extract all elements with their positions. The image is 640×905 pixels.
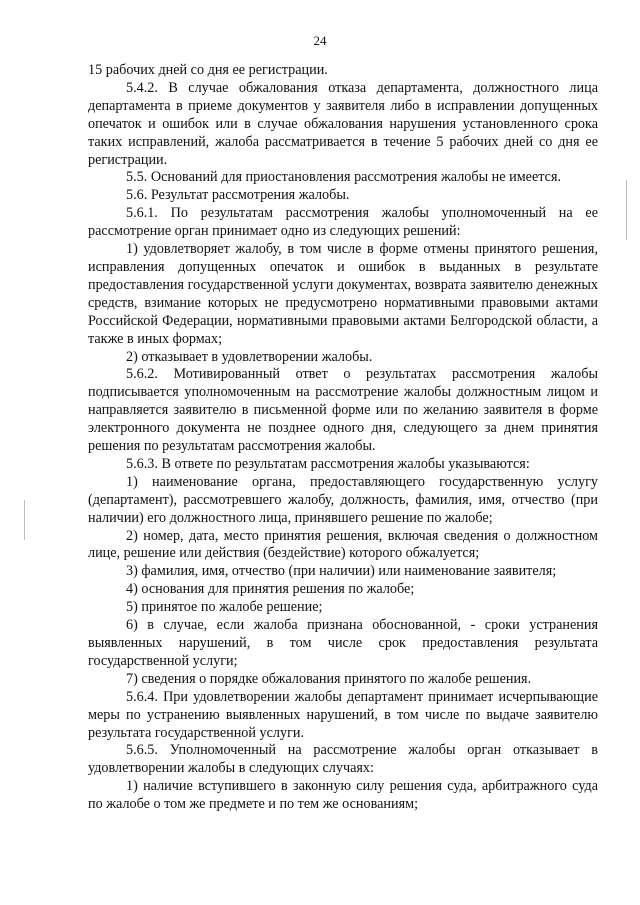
scan-artifact (24, 500, 25, 540)
paragraph: 1) удовлетворяет жалобу, в том числе в форме отмены принятого решения, исправления допущенных опечаток и ошибок в выданных в результате предоставления государственной услуги документах, возврата заявителю денежных средств, взимание которых не предусмотрено нормативными правовыми актами Российской Федерации, нормативными правовыми актами Белгородской области, а также в иных формах; (88, 241, 598, 347)
paragraph: 2) отказывает в удовлетворении жалобы. (126, 348, 373, 365)
paragraph: 5.6.2. Мотивированный ответ о результатах рассмотрения жалобы подписывается уполномоченным на рассмотрение жалобы должностным лицом и направляется заявителю в письменной форме или по желанию заявителя в форме электронного документа не позднее одного дня, следующего за днем принятия решения по результатам рассмотрения жалобы. (88, 366, 598, 455)
paragraph: 3) фамилия, имя, отчество (при наличии) или наименование заявителя; (126, 563, 557, 580)
paragraph: 5.5. Оснований для приостановления рассмотрения жалобы не имеется. (126, 169, 562, 186)
paragraph: 5.6.1. По результатам рассмотрения жалобы уполномоченный на ее рассмотрение орган принимает одно из следующих решений: (88, 205, 598, 240)
paragraph: 7) сведения о порядке обжалования принятого по жалобе решения. (126, 670, 532, 687)
paragraph: 5.4.2. В случае обжалования отказа департамента, должностного лица департамента в приеме документов у заявителя либо в исправлении допущенных опечаток и ошибок или в случае обжалования нарушения установленного срока таких исправлений, жалоба рассматривается в течение 5 рабочих дней со дня ее регистрации. (88, 79, 598, 168)
paragraph: 15 рабочих дней со дня ее регистрации. (88, 62, 328, 78)
paragraph: 2) номер, дата, место принятия решения, включая сведения о должностном лице, решение или действия (бездействие) которого обжалуется; (88, 527, 598, 562)
paragraph: 1) наличие вступившего в законную силу решения суда, арбитражного суда по жалобе о том же предмете и по тем же основаниям; (88, 778, 598, 813)
paragraph: 5) принятое по жалобе решение; (126, 599, 323, 616)
paragraph: 1) наименование органа, предоставляющего государственную услугу (департамент), рассмотревшего жалобу, должность, фамилия, имя, отчество (при наличии) его должностного лица, принявшего решение по жалобе; (88, 473, 598, 526)
paragraph: 6) в случае, если жалоба признана обоснованной, - сроки устранения выявленных нарушений, в том числе срок предоставления результата государственной услуги; (88, 617, 598, 669)
document-body (88, 62, 598, 814)
paragraph: 4) основания для принятия решения по жалобе; (126, 581, 415, 598)
paragraph: 5.6.3. В ответе по результатам рассмотрения жалобы указываются: (126, 455, 530, 472)
scan-artifact (626, 180, 627, 240)
paragraph: 5.6. Результат рассмотрения жалобы. (126, 187, 350, 204)
paragraph: 5.6.5. Уполномоченный на рассмотрение жалобы орган отказывает в удовлетворении жалобы в следующих случаях: (88, 742, 598, 777)
paragraph: 5.6.4. При удовлетворении жалобы департамент принимает исчерпывающие меры по устранению выявленных нарушений, в том числе по выдаче заявителю результата государственной услуги. (88, 688, 598, 741)
page-number: 24 (313, 33, 327, 48)
